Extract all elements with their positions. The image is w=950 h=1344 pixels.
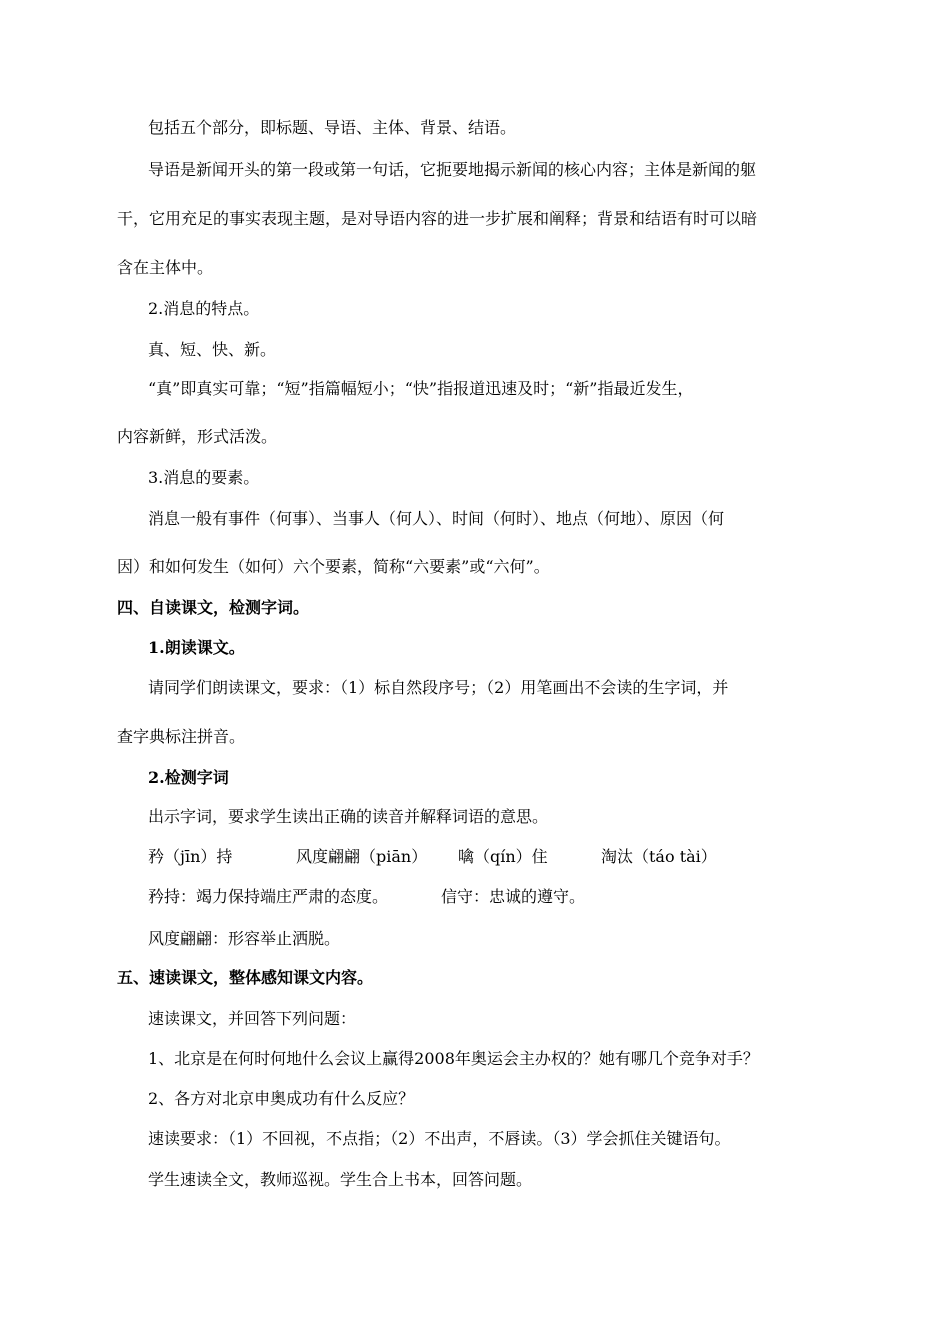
text-line: 出示字词，要求学生读出正确的读音并解释词语的意思。 <box>148 807 549 826</box>
definition: 信守：忠诚的遵守。 <box>441 887 586 906</box>
text-line: 包括五个部分，即标题、导语、主体、背景、结语。 <box>148 118 517 137</box>
vocab-item: 淘汰（táo tài） <box>601 847 717 866</box>
text-line: 速读要求：（1）不回视，不点指；（2）不出声，不唇读。（3）学会抓住关键语句。 <box>148 1129 731 1148</box>
definition: 矜持：竭力保持端庄严肃的态度。 <box>148 887 389 906</box>
question: 2、各方对北京申奥成功有什么反应？ <box>148 1089 415 1108</box>
text-line: 内容新鲜，形式活泼。 <box>117 427 278 446</box>
text-line: 请同学们朗读课文，要求：（1）标自然段序号；（2）用笔画出不会读的生字词，并 <box>148 678 729 697</box>
question: 1、北京是在何时何地什么会议上赢得2008年奥运会主办权的？她有哪几个竞争对手？ <box>148 1049 759 1068</box>
text-line: 消息一般有事件（何事）、当事人（何人）、时间（何时）、地点（何地）、原因（何 <box>148 509 725 528</box>
text-line: 2.消息的特点。 <box>148 299 260 318</box>
section-heading: 四、自读课文，检测字词。 <box>117 598 310 617</box>
text-line: 真、短、快、新。 <box>148 340 277 359</box>
text-line: “真”即真实可靠；“短”指篇幅短小；“快”指报道迅速及时；“新”指最近发生， <box>148 379 694 398</box>
definition: 风度翩翩：形容举止洒脱。 <box>148 929 341 948</box>
text-line: 3.消息的要素。 <box>148 468 260 487</box>
sub-heading: 2.检测字词 <box>148 768 229 787</box>
text-line: 查字典标注拼音。 <box>117 727 246 746</box>
sub-heading: 1.朗读课文。 <box>148 638 245 657</box>
text-line: 学生速读全文，教师巡视。学生合上书本，回答问题。 <box>148 1170 533 1189</box>
vocab-item: 噙（qín）住 <box>458 847 548 866</box>
text-line: 干，它用充足的事实表现主题，是对导语内容的进一步扩展和阐释；背景和结语有时可以暗 <box>117 209 758 228</box>
text-line: 导语是新闻开头的第一段或第一句话，它扼要地揭示新闻的核心内容；主体是新闻的躯 <box>148 160 757 179</box>
text-line: 因）和如何发生（如何）六个要素，简称“六要素”或“六何”。 <box>117 557 550 576</box>
text-line: 速读课文，并回答下列问题： <box>148 1009 357 1028</box>
vocab-item: 矜（jīn）持 <box>148 847 233 866</box>
section-heading: 五、速读课文，整体感知课文内容。 <box>117 968 374 987</box>
vocab-item: 风度翩翩（piān） <box>296 847 428 866</box>
text-line: 含在主体中。 <box>117 258 214 277</box>
